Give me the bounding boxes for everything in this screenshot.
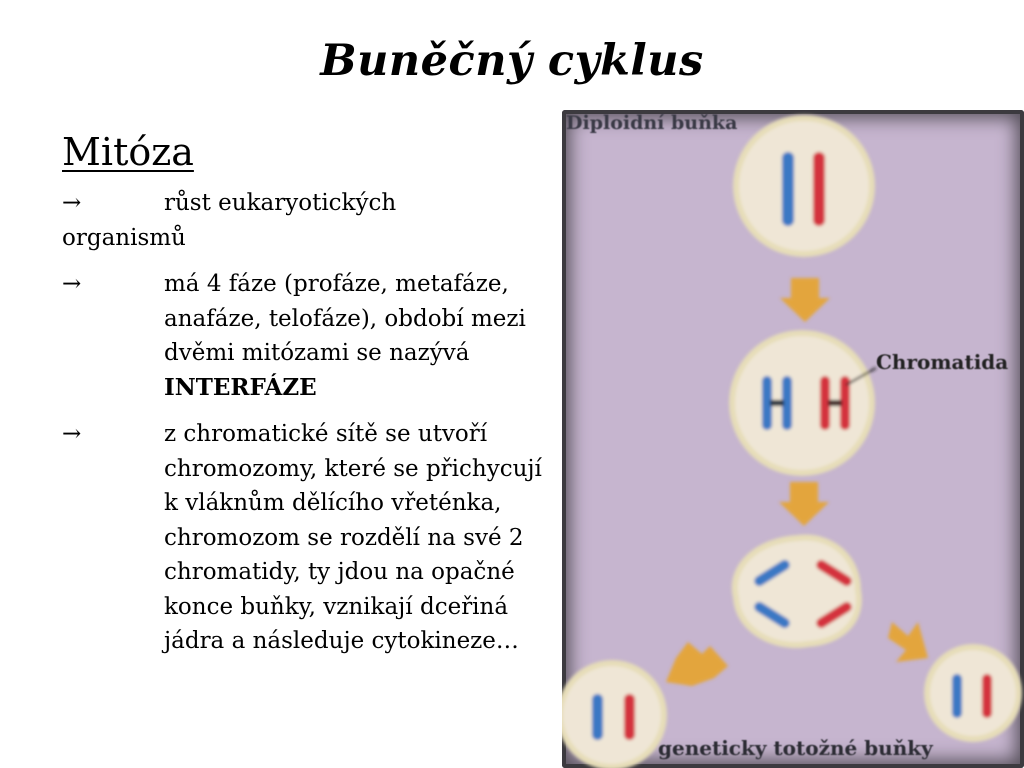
mitosis-diagram — [562, 110, 1024, 768]
bullet-bold-term: INTERFÁZE — [164, 373, 317, 401]
chromatida-label: Chromatida — [876, 350, 1009, 374]
arrow-down-right-icon — [888, 622, 928, 662]
arrow-icon: → — [62, 271, 82, 297]
chromosome-blue — [592, 694, 603, 740]
chromosome-red — [624, 694, 635, 740]
bullet-text: z chromatické sítě se utvoří chromozomy, které se přichycují k vláknům dělícího vřeténka, chromozom se rozdělí na své 2 chromatidy, ty jdou na opačné konce buňky, vznikají dceřiná jádra a následuje cytokineze… — [164, 421, 542, 654]
bullet-text: má 4 fáze (profáze, metafáze, anafáze, telofáze), období mezi dvěmi mitózami se nazývá — [164, 271, 526, 366]
chromosome-red — [813, 152, 825, 226]
arrow-down-icon — [779, 482, 829, 526]
arrow-icon: → — [62, 190, 82, 216]
section-heading: Mitóza — [62, 130, 194, 174]
chromosome-blue — [952, 674, 962, 718]
bullet-list — [62, 186, 552, 671]
chromosome-blue — [782, 152, 794, 226]
bullet-text-first: růst eukaryotických — [164, 190, 397, 216]
cell-body — [927, 647, 1019, 739]
chromosome-red — [982, 674, 992, 718]
daughter-cell-left — [562, 663, 664, 767]
arrow-icon: → — [62, 421, 82, 447]
bullet-item — [62, 267, 552, 405]
diploid-cell-label: Diploidní buňka — [566, 112, 738, 134]
diploid-cell — [736, 118, 872, 254]
daughter-cell-right — [927, 647, 1019, 739]
chromatid-cell — [732, 333, 876, 473]
arrow-down-left-icon — [666, 642, 728, 686]
cell-body — [735, 538, 859, 645]
daughter-cells-label: geneticky totožné buňky — [658, 736, 933, 760]
cell-body — [732, 333, 872, 473]
bullet-item — [62, 186, 552, 255]
dividing-cell — [735, 538, 859, 645]
cell-body — [736, 118, 872, 254]
mitosis-diagram-art — [562, 110, 1024, 768]
cell-body — [562, 663, 664, 767]
slide-title: Buněčný cyklus — [320, 36, 704, 86]
arrow-down-icon — [780, 278, 830, 322]
bullet-text-rest: organismů — [62, 224, 186, 251]
bullet-item — [62, 417, 552, 659]
